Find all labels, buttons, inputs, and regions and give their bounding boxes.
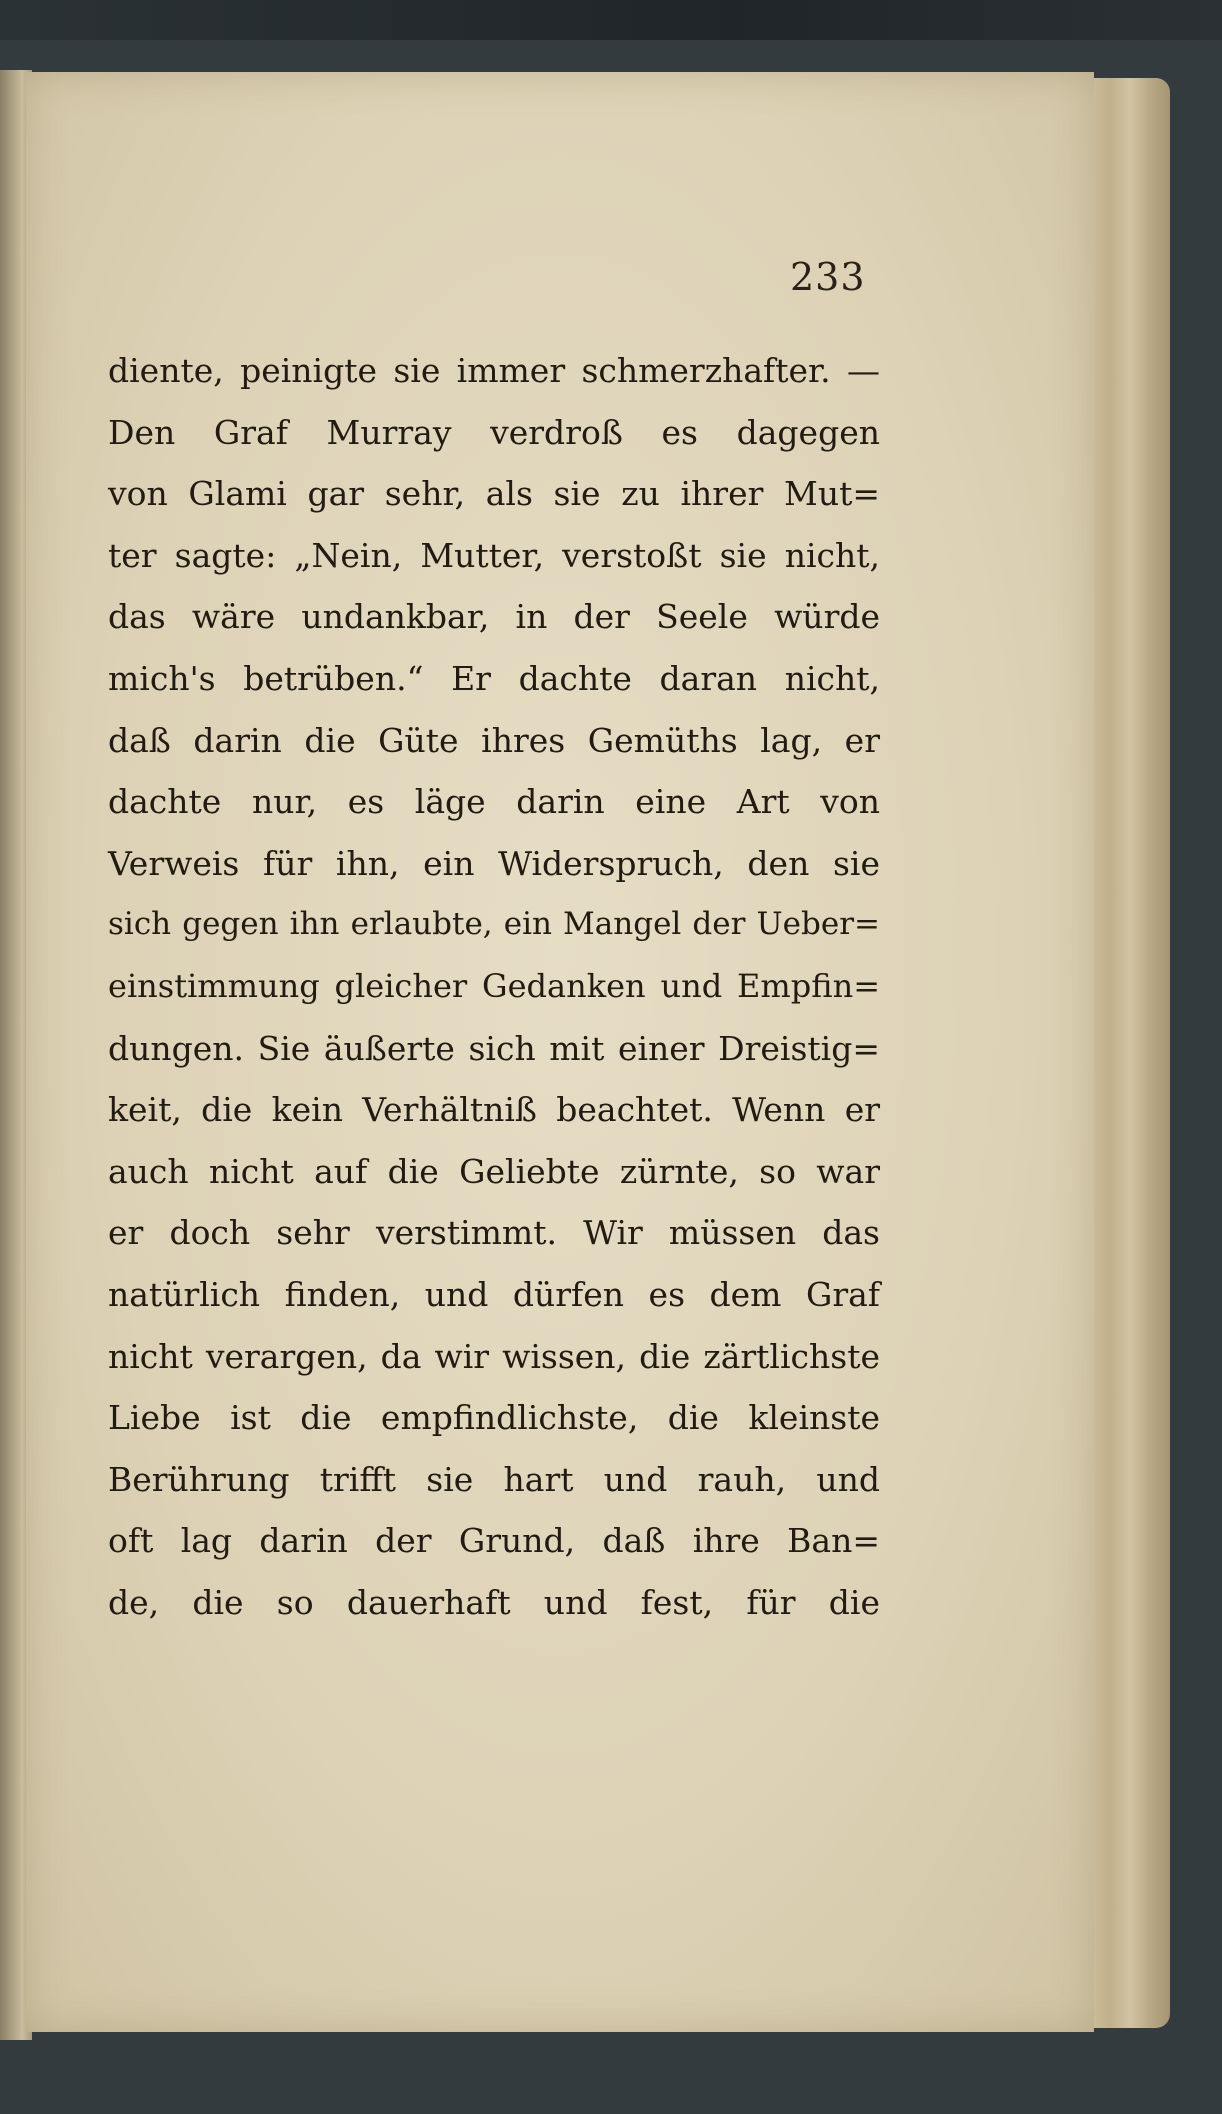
body-text <box>108 340 880 1633</box>
text-line: nicht verargen, da wir wissen, die zärtlichste <box>108 1336 880 1376</box>
text-line: ter sagte: „Nein, Mutter, verstoßt sie nicht, <box>108 535 880 575</box>
text-line: von Glami gar sehr, als sie zu ihrer Mut= <box>108 474 880 514</box>
text-line: Verweis für ihn, ein Widerspruch, den sie <box>108 843 880 883</box>
text-line: Liebe ist die empfindlichste, die kleinste <box>108 1398 880 1438</box>
text-line: Den Graf Murray verdroß es dagegen <box>108 412 880 452</box>
text-line: natürlich finden, und dürfen es dem Graf <box>108 1274 880 1314</box>
text-line: de, die so dauerhaft und fest, für die <box>108 1582 880 1622</box>
text-line: daß darin die Güte ihres Gemüths lag, er <box>108 720 880 760</box>
text-line: keit, die kein Verhältniß beachtet. Wenn er <box>108 1090 880 1130</box>
text-line: mich's betrüben.“ Er dachte daran nicht, <box>108 658 880 698</box>
text-line: Berührung trifft sie hart und rauh, und <box>108 1459 880 1499</box>
text-line: das wäre undankbar, in der Seele würde <box>108 597 880 637</box>
text-line: sich gegen ihn erlaubte, ein Mangel der Ueber= <box>108 906 880 943</box>
text-line: er doch sehr verstimmt. Wir müssen das <box>108 1213 880 1253</box>
page-number: 233 <box>790 255 866 299</box>
text-line: dungen. Sie äußerte sich mit einer Dreistig= <box>108 1028 880 1068</box>
text-line: einstimmung gleicher Gedanken und Empfin= <box>108 966 880 1005</box>
text-line: diente, peinigte sie immer schmerzhafter. — <box>108 351 880 390</box>
text-line: auch nicht auf die Geliebte zürnte, so war <box>108 1151 880 1191</box>
text-line: oft lag darin der Grund, daß ihre Ban= <box>108 1521 880 1561</box>
text-line: dachte nur, es läge darin eine Art von <box>108 782 880 822</box>
